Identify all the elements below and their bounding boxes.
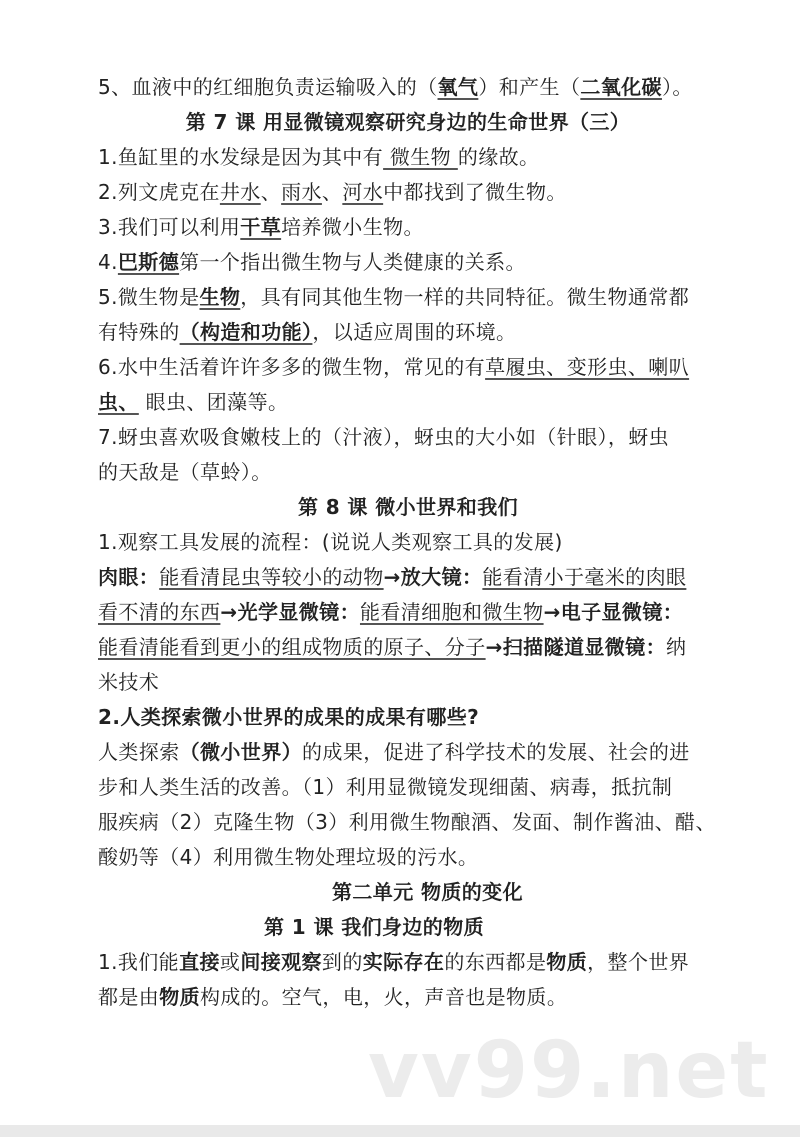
underlined-answer: 草履虫、变形虫、喇叭 <box>485 355 690 379</box>
text-line <box>98 385 718 420</box>
text-segment: ，整个世界 <box>587 950 690 974</box>
underlined-answer: 看不清的东西 <box>98 600 221 624</box>
bold-term: →电子显微镜： <box>543 600 684 624</box>
text-segment: 的缘故。 <box>457 145 540 169</box>
text-segment: 1.观察工具发展的流程：(说说人类观察工具的发展) <box>98 530 563 554</box>
bold-term: 物质 <box>546 950 588 974</box>
bold-term: →放大镜： <box>383 565 483 589</box>
underlined-answer: 能看清小于毫米的肉眼 <box>482 565 687 589</box>
text-segment: ）和产生（ <box>478 75 581 99</box>
text-segment: 7.蚜虫喜欢吸食嫩枝上的（汁液），蚜虫的大小如（针眼），蚜虫 <box>98 425 670 449</box>
text-line <box>98 945 718 980</box>
text-segment: 、 <box>260 180 282 204</box>
text-segment: 1.鱼缸里的水发绿是因为其中有 <box>98 145 384 169</box>
text-line <box>98 735 718 770</box>
text-segment: 到的 <box>321 950 363 974</box>
underlined-answer: （构造和功能） <box>179 320 313 344</box>
text-line <box>98 315 718 350</box>
bold-term: →扫描隧道显微镜： <box>485 635 666 659</box>
bold-term: 第 7 课 用显微镜观察研究身边的生命世界（三） <box>185 110 631 134</box>
underlined-answer: 巴斯德 <box>117 250 180 274</box>
text-segment: 5、血液中的红细胞负责运输吸入的（ <box>98 75 438 99</box>
text-segment: 4. <box>98 250 118 274</box>
bold-term: 直接 <box>179 950 220 974</box>
section-heading <box>98 105 718 140</box>
text-line <box>98 140 718 175</box>
text-segment: 眼虫、团藻等。 <box>138 390 289 414</box>
text-segment: 酸奶等（4）利用微生物处理垃圾的污水。 <box>98 845 479 869</box>
bold-term: （微小世界） <box>179 740 303 764</box>
document-body <box>98 70 718 1015</box>
text-line <box>98 980 718 1015</box>
underlined-answer: 井水 <box>219 180 261 204</box>
text-line <box>98 245 718 280</box>
text-segment: 步和人类生活的改善。（1）利用显微镜发现细菌、病毒，抵抗制 <box>98 775 673 799</box>
bold-term: 第 8 课 微小世界和我们 <box>297 495 518 519</box>
text-segment: 5.微生物是 <box>98 285 200 309</box>
underlined-answer: 雨水 <box>281 180 322 204</box>
section-heading <box>98 490 718 525</box>
bold-term: →光学显微镜： <box>220 600 360 624</box>
text-line <box>98 630 718 665</box>
text-line <box>98 840 718 875</box>
section-heading <box>98 875 718 910</box>
text-segment: 中都找到了微生物。 <box>383 180 567 204</box>
bold-term: 物质 <box>159 985 201 1009</box>
underlined-answer: 氧气 <box>437 75 479 99</box>
text-line <box>98 455 718 490</box>
text-segment: 构成的。空气，电，火，声音也是物质。 <box>200 985 568 1009</box>
underlined-answer: 虫、 <box>98 390 139 414</box>
bold-term: 第 1 课 我们身边的物质 <box>264 915 485 939</box>
text-segment: 人类探索 <box>98 740 180 764</box>
text-line <box>98 70 718 105</box>
text-segment: 都是由 <box>98 985 160 1009</box>
text-segment: 的成果，促进了科学技术的发展、社会的进 <box>302 740 690 764</box>
text-line <box>98 560 718 595</box>
text-line <box>98 350 718 385</box>
text-line <box>98 210 718 245</box>
text-segment: 1.我们能 <box>98 950 180 974</box>
text-segment: 米技术 <box>98 670 160 694</box>
text-segment: 6.水中生活着许许多多的微生物，常见的有 <box>98 355 486 379</box>
text-line <box>98 665 718 700</box>
bold-term: 肉眼： <box>98 565 160 589</box>
underlined-answer: 河水 <box>342 180 384 204</box>
underlined-answer: 生物 <box>199 285 241 309</box>
text-segment: 有特殊的 <box>98 320 180 344</box>
underlined-answer: 二氧化碳 <box>580 75 662 99</box>
page-bottom-edge <box>0 1125 800 1137</box>
text-line <box>98 595 718 630</box>
bold-term: 第二单元 物质的变化 <box>332 880 523 904</box>
text-line <box>98 280 718 315</box>
text-segment: ）。 <box>661 75 693 99</box>
text-line <box>98 770 718 805</box>
bold-term: 实际存在 <box>362 950 445 974</box>
underlined-answer: 干草 <box>240 215 282 239</box>
underlined-answer: 能看清昆虫等较小的动物 <box>159 565 384 589</box>
text-segment: 2.列文虎克在 <box>98 180 220 204</box>
underlined-answer: 微生物 <box>383 145 458 169</box>
text-line <box>98 525 718 560</box>
underlined-answer: 能看清能看到更小的组成物质的原子、分子 <box>98 635 486 659</box>
section-heading <box>98 910 718 945</box>
text-line <box>98 420 718 455</box>
text-line <box>98 805 718 840</box>
text-line <box>98 175 718 210</box>
text-segment: ，以适应周围的环境。 <box>312 320 517 344</box>
bold-term: 2.人类探索微小世界的成果的成果有哪些? <box>98 705 480 729</box>
text-segment: 纳 <box>665 635 687 659</box>
text-line <box>98 700 718 735</box>
text-segment: 服疾病（2）克隆生物（3）利用微生物酿酒、发面、制作酱油、醋、 <box>98 810 716 834</box>
bold-term: 间接观察 <box>240 950 322 974</box>
text-segment: ，具有同其他生物一样的共同特征。微生物通常都 <box>240 285 690 309</box>
watermark: vv99.net <box>368 1026 770 1116</box>
text-segment: 或 <box>219 950 241 974</box>
text-segment: 培养微小生物。 <box>281 215 424 239</box>
text-segment: 、 <box>321 180 343 204</box>
text-segment: 第一个指出微生物与人类健康的关系。 <box>179 250 526 274</box>
underlined-answer: 能看清细胞和微生物 <box>359 600 544 624</box>
text-segment: 3.我们可以利用 <box>98 215 241 239</box>
text-segment: 的天敌是（草蛉）。 <box>98 460 272 484</box>
text-segment: 的东西都是 <box>444 950 547 974</box>
